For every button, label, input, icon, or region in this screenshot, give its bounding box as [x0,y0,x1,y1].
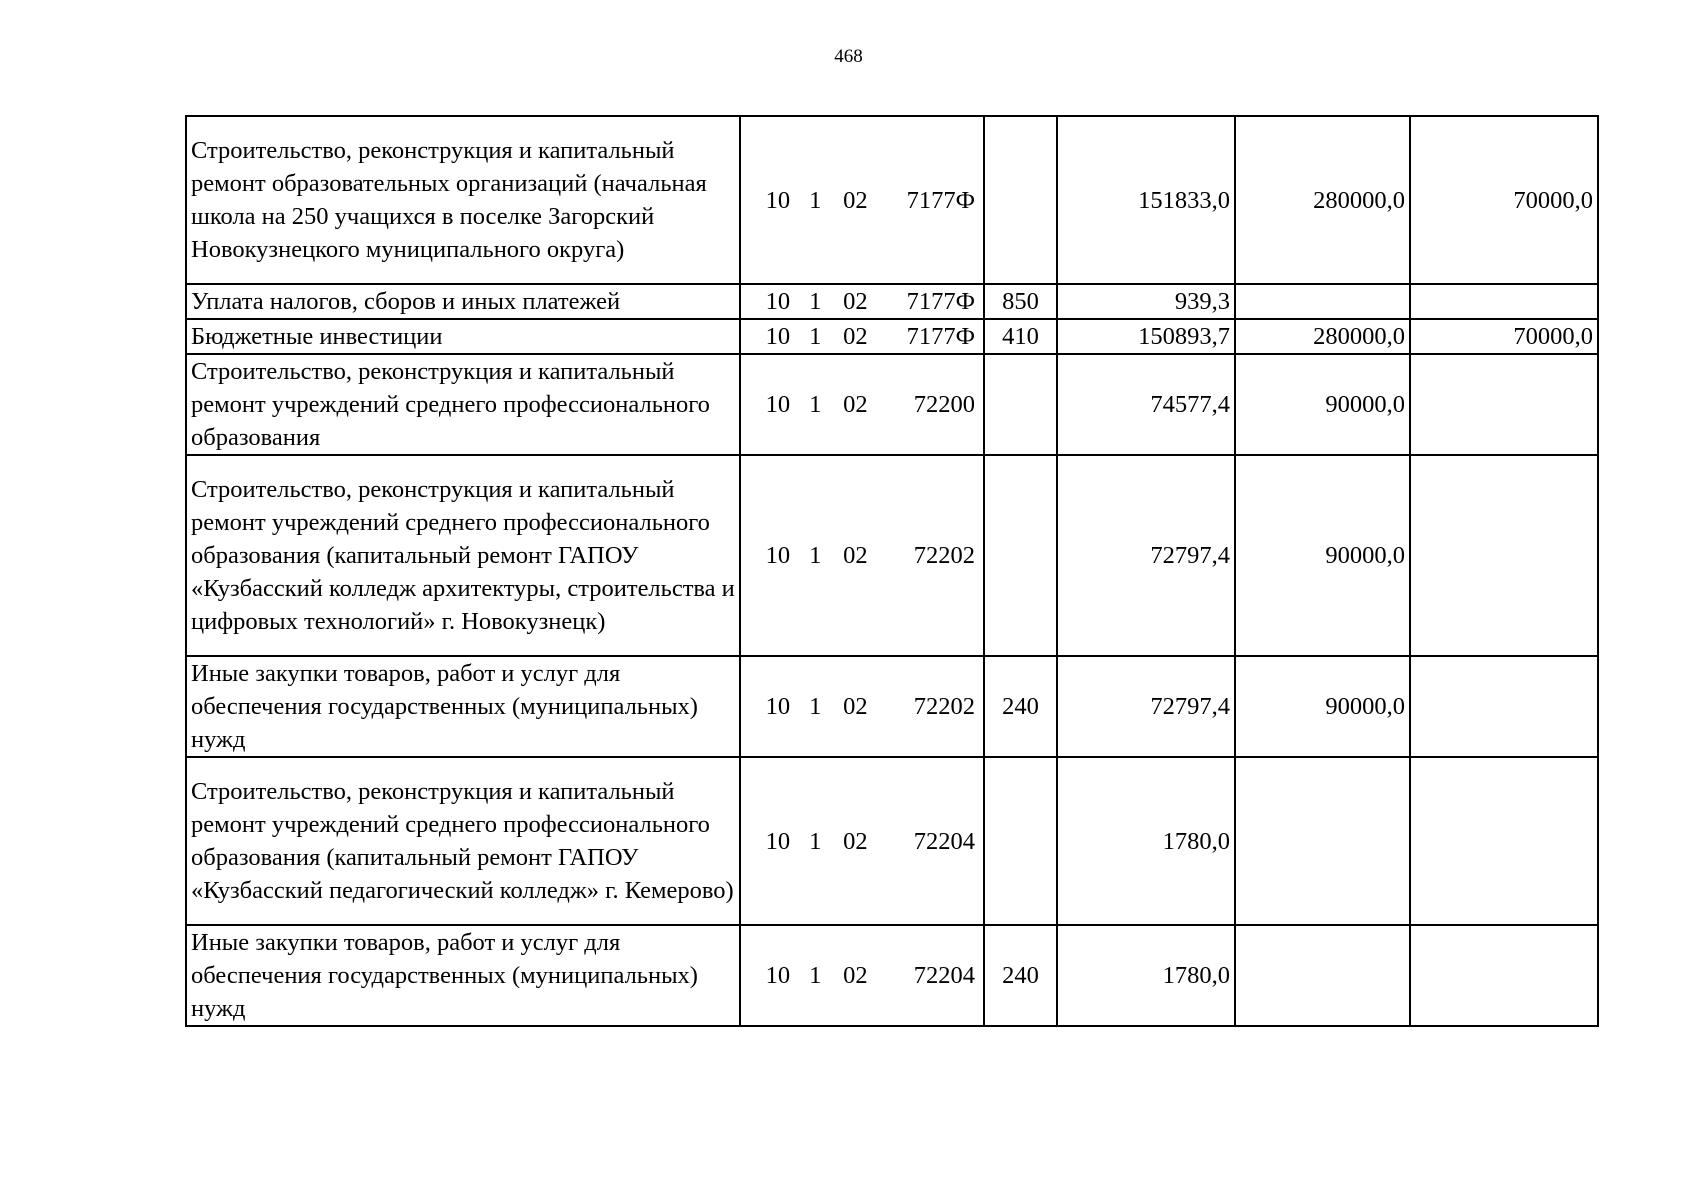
amount-year-2 [1235,925,1410,1026]
amount-year-1: 151833,0 [1057,116,1235,284]
row-codes [740,319,984,354]
row-name: Строительство, реконструкция и капитальный ремонт образовательных организаций (начальная школа на 250 учащихся в поселке Загорский Новокузнецкого муниципального округа) [186,116,740,284]
budget-table [185,115,1599,1027]
direction-code: 72202 [913,693,975,720]
subprogram-code: 1 [809,186,822,214]
amount-year-2 [1235,757,1410,925]
program-code: 10 [765,542,791,569]
main-event-code: 02 [843,542,868,569]
amount-year-2: 90000,0 [1235,455,1410,656]
row-codes [740,284,984,319]
subprogram-code: 1 [809,391,822,418]
row-codes [740,656,984,757]
direction-code: 72204 [913,827,975,855]
row-name: Строительство, реконструкция и капитальный ремонт учреждений среднего профессионального образования [186,354,740,455]
page-number: 468 [834,46,863,67]
amount-year-1: 939,3 [1057,284,1235,319]
direction-code: 72202 [913,542,975,569]
amount-year-2: 90000,0 [1235,656,1410,757]
expense-type-code: 240 [984,656,1057,757]
amount-year-2: 90000,0 [1235,354,1410,455]
row-name: Бюджетные инвестиции [186,319,740,354]
amount-year-3 [1410,656,1598,757]
direction-code: 7177Ф [906,288,975,315]
amount-year-3 [1410,354,1598,455]
table-row [186,455,1598,656]
amount-year-3: 70000,0 [1410,319,1598,354]
amount-year-1: 72797,4 [1057,656,1235,757]
program-code: 10 [765,391,791,418]
row-codes [740,925,984,1026]
row-codes [740,354,984,455]
table-row [186,925,1598,1026]
expense-type-code: 240 [984,925,1057,1026]
subprogram-code: 1 [809,542,822,569]
amount-year-1: 74577,4 [1057,354,1235,455]
direction-code: 72204 [913,962,975,989]
subprogram-code: 1 [809,827,822,855]
main-event-code: 02 [843,827,868,855]
main-event-code: 02 [843,288,868,315]
main-event-code: 02 [843,186,868,214]
amount-year-2 [1235,284,1410,319]
direction-code: 72200 [913,391,975,418]
main-event-code: 02 [843,693,868,720]
table-row [186,116,1598,284]
amount-year-2: 280000,0 [1235,319,1410,354]
amount-year-3 [1410,455,1598,656]
subprogram-code: 1 [809,962,822,989]
row-codes [740,116,984,284]
amount-year-3 [1410,284,1598,319]
subprogram-code: 1 [809,693,822,720]
table-row [186,284,1598,319]
amount-year-3: 70000,0 [1410,116,1598,284]
table-row [186,319,1598,354]
amount-year-1: 150893,7 [1057,319,1235,354]
program-code: 10 [765,962,791,989]
program-code: 10 [765,288,791,315]
row-name: Уплата налогов, сборов и иных платежей [186,284,740,319]
direction-code: 7177Ф [906,323,975,350]
amount-year-3 [1410,757,1598,925]
expense-type-code [984,354,1057,455]
subprogram-code: 1 [809,323,822,350]
main-event-code: 02 [843,962,868,989]
row-name: Иные закупки товаров, работ и услуг для обеспечения государственных (муниципальных) нужд [186,925,740,1026]
row-name: Иные закупки товаров, работ и услуг для обеспечения государственных (муниципальных) нужд [186,656,740,757]
expense-type-code [984,116,1057,284]
amount-year-1: 1780,0 [1057,757,1235,925]
program-code: 10 [765,693,791,720]
expense-type-code: 850 [984,284,1057,319]
amount-year-3 [1410,925,1598,1026]
row-codes [740,757,984,925]
amount-year-1: 72797,4 [1057,455,1235,656]
direction-code: 7177Ф [906,186,975,214]
expense-type-code [984,455,1057,656]
row-name: Строительство, реконструкция и капитальный ремонт учреждений среднего профессионального образования (капитальный ремонт ГАПОУ «Кузбасский педагогический колледж» г. Кемерово) [186,757,740,925]
main-event-code: 02 [843,323,868,350]
main-event-code: 02 [843,391,868,418]
program-code: 10 [765,323,791,350]
program-code: 10 [765,186,791,214]
table-row [186,354,1598,455]
amount-year-2: 280000,0 [1235,116,1410,284]
table-row [186,656,1598,757]
row-name: Строительство, реконструкция и капитальный ремонт учреждений среднего профессионального образования (капитальный ремонт ГАПОУ «Кузбасский колледж архитектуры, строительства и цифровых технологий» г. Новокузнецк) [186,455,740,656]
amount-year-1: 1780,0 [1057,925,1235,1026]
expense-type-code: 410 [984,319,1057,354]
row-codes [740,455,984,656]
table-row [186,757,1598,925]
subprogram-code: 1 [809,288,822,315]
expense-type-code [984,757,1057,925]
program-code: 10 [765,827,791,855]
